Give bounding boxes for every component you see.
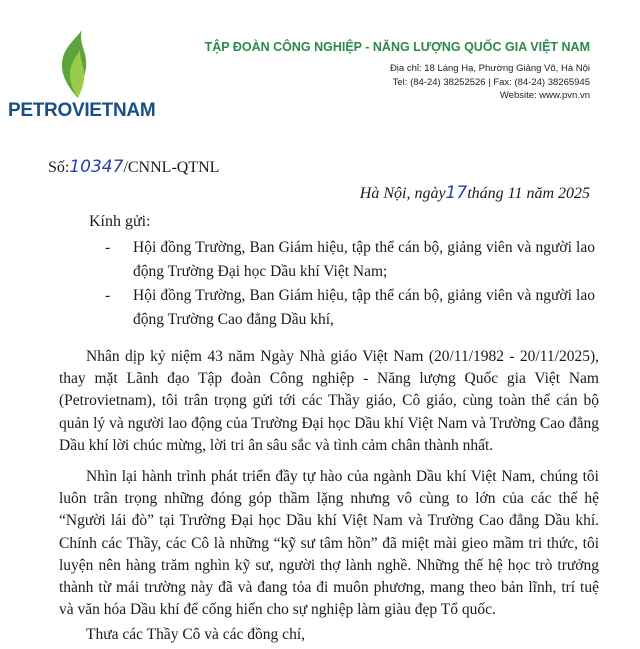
petrovietnam-logo	[8, 30, 156, 130]
recipient-item: - Hội đồng Trường, Ban Giám hiệu, tập thể cán bộ, giảng viên và người lao động Trường Cao đẳng Dầu khí,	[105, 284, 595, 332]
letterhead	[205, 40, 590, 103]
document-number	[48, 157, 219, 177]
date-suffix: tháng 11 năm 2025	[467, 185, 590, 202]
number-handwritten: 10347	[69, 157, 124, 177]
number-suffix: /CNNL-QTNL	[123, 159, 220, 176]
date-day: 17	[445, 183, 468, 203]
document-date	[360, 183, 590, 203]
body-paragraph	[59, 346, 599, 457]
address: Địa chỉ: 18 Láng Hạ, Phường Giảng Võ, Hà Nội	[389, 63, 590, 74]
logo-text: PETROVIETNAM	[8, 100, 156, 121]
kinh-gui: Kính gửi:	[89, 213, 151, 230]
recipient-item: - Hội đồng Trường, Ban Giám hiệu, tập thể cán bộ, giảng viên và người lao động Trường Đại học Dầu khí Việt Nam;	[105, 236, 595, 284]
recipient-text: Hội đồng Trường, Ban Giám hiệu, tập thể cán bộ, giảng viên và người lao động Trường Cao đẳng Dầu khí,	[133, 287, 595, 328]
paragraph-text: Nhìn lại hành trình phát triển đầy tự hào của ngành Dầu khí Việt Nam, chúng tôi luôn trân trọng những đóng góp thầm lặng nhưng vô cùng to lớn của các thế hệ “Người lái đò” tại Trường Đại học Dầu khí Việt Nam và Trường Cao đẳng Dầu khí. Chính các Thầy, các Cô là những “kỹ sư tâm hồn” đã miệt mài gieo mầm tri thức, tôi luyện nên hàng trăm nghìn kỹ sư, người thợ lành nghề. Những thế hệ học trò trưởng thành từ mái trường này đã và đang tỏa đi muôn phương, mang theo bản lĩnh, trí tuệ và văn hóa Dầu khí để cống hiến cho sự nghiệp làm giàu đẹp Tổ quốc.	[59, 468, 599, 619]
recipient-text: Hội đồng Trường, Ban Giám hiệu, tập thể cán bộ, giảng viên và người lao động Trường Đại học Dầu khí Việt Nam;	[133, 239, 595, 280]
number-prefix: Số:	[48, 159, 70, 176]
date-prefix: Hà Nội, ngày	[359, 185, 446, 202]
website: Website: www.pvn.vn	[499, 90, 590, 101]
salutation: Thưa các Thầy Cô và các đồng chí,	[86, 626, 305, 643]
flame-icon	[48, 30, 108, 100]
org-name: TẬP ĐOÀN CÔNG NGHIỆP - NĂNG LƯỢNG QUỐC GIA VIỆT NAM	[204, 40, 590, 54]
body-paragraph	[59, 466, 599, 621]
paragraph-text: Nhân dịp kỷ niệm 43 năm Ngày Nhà giáo Việt Nam (20/11/1982 - 20/11/2025), thay mặt Lãnh đạo Tập đoàn Công nghiệp - Năng lượng Quốc gia Việt Nam (Petrovietnam), tôi trân trọng gửi tới các Thầy giáo, Cô giáo, cùng toàn thể cán bộ quản lý và người lao động của Trường Đại học Dầu khí Việt Nam và Trường Cao đẳng Dầu khí lời chúc mừng, lời tri ân sâu sắc và tình cảm chân thành nhất.	[59, 348, 599, 454]
phone-fax: Tel: (84-24) 38252526 | Fax: (84-24) 38265945	[392, 76, 590, 88]
